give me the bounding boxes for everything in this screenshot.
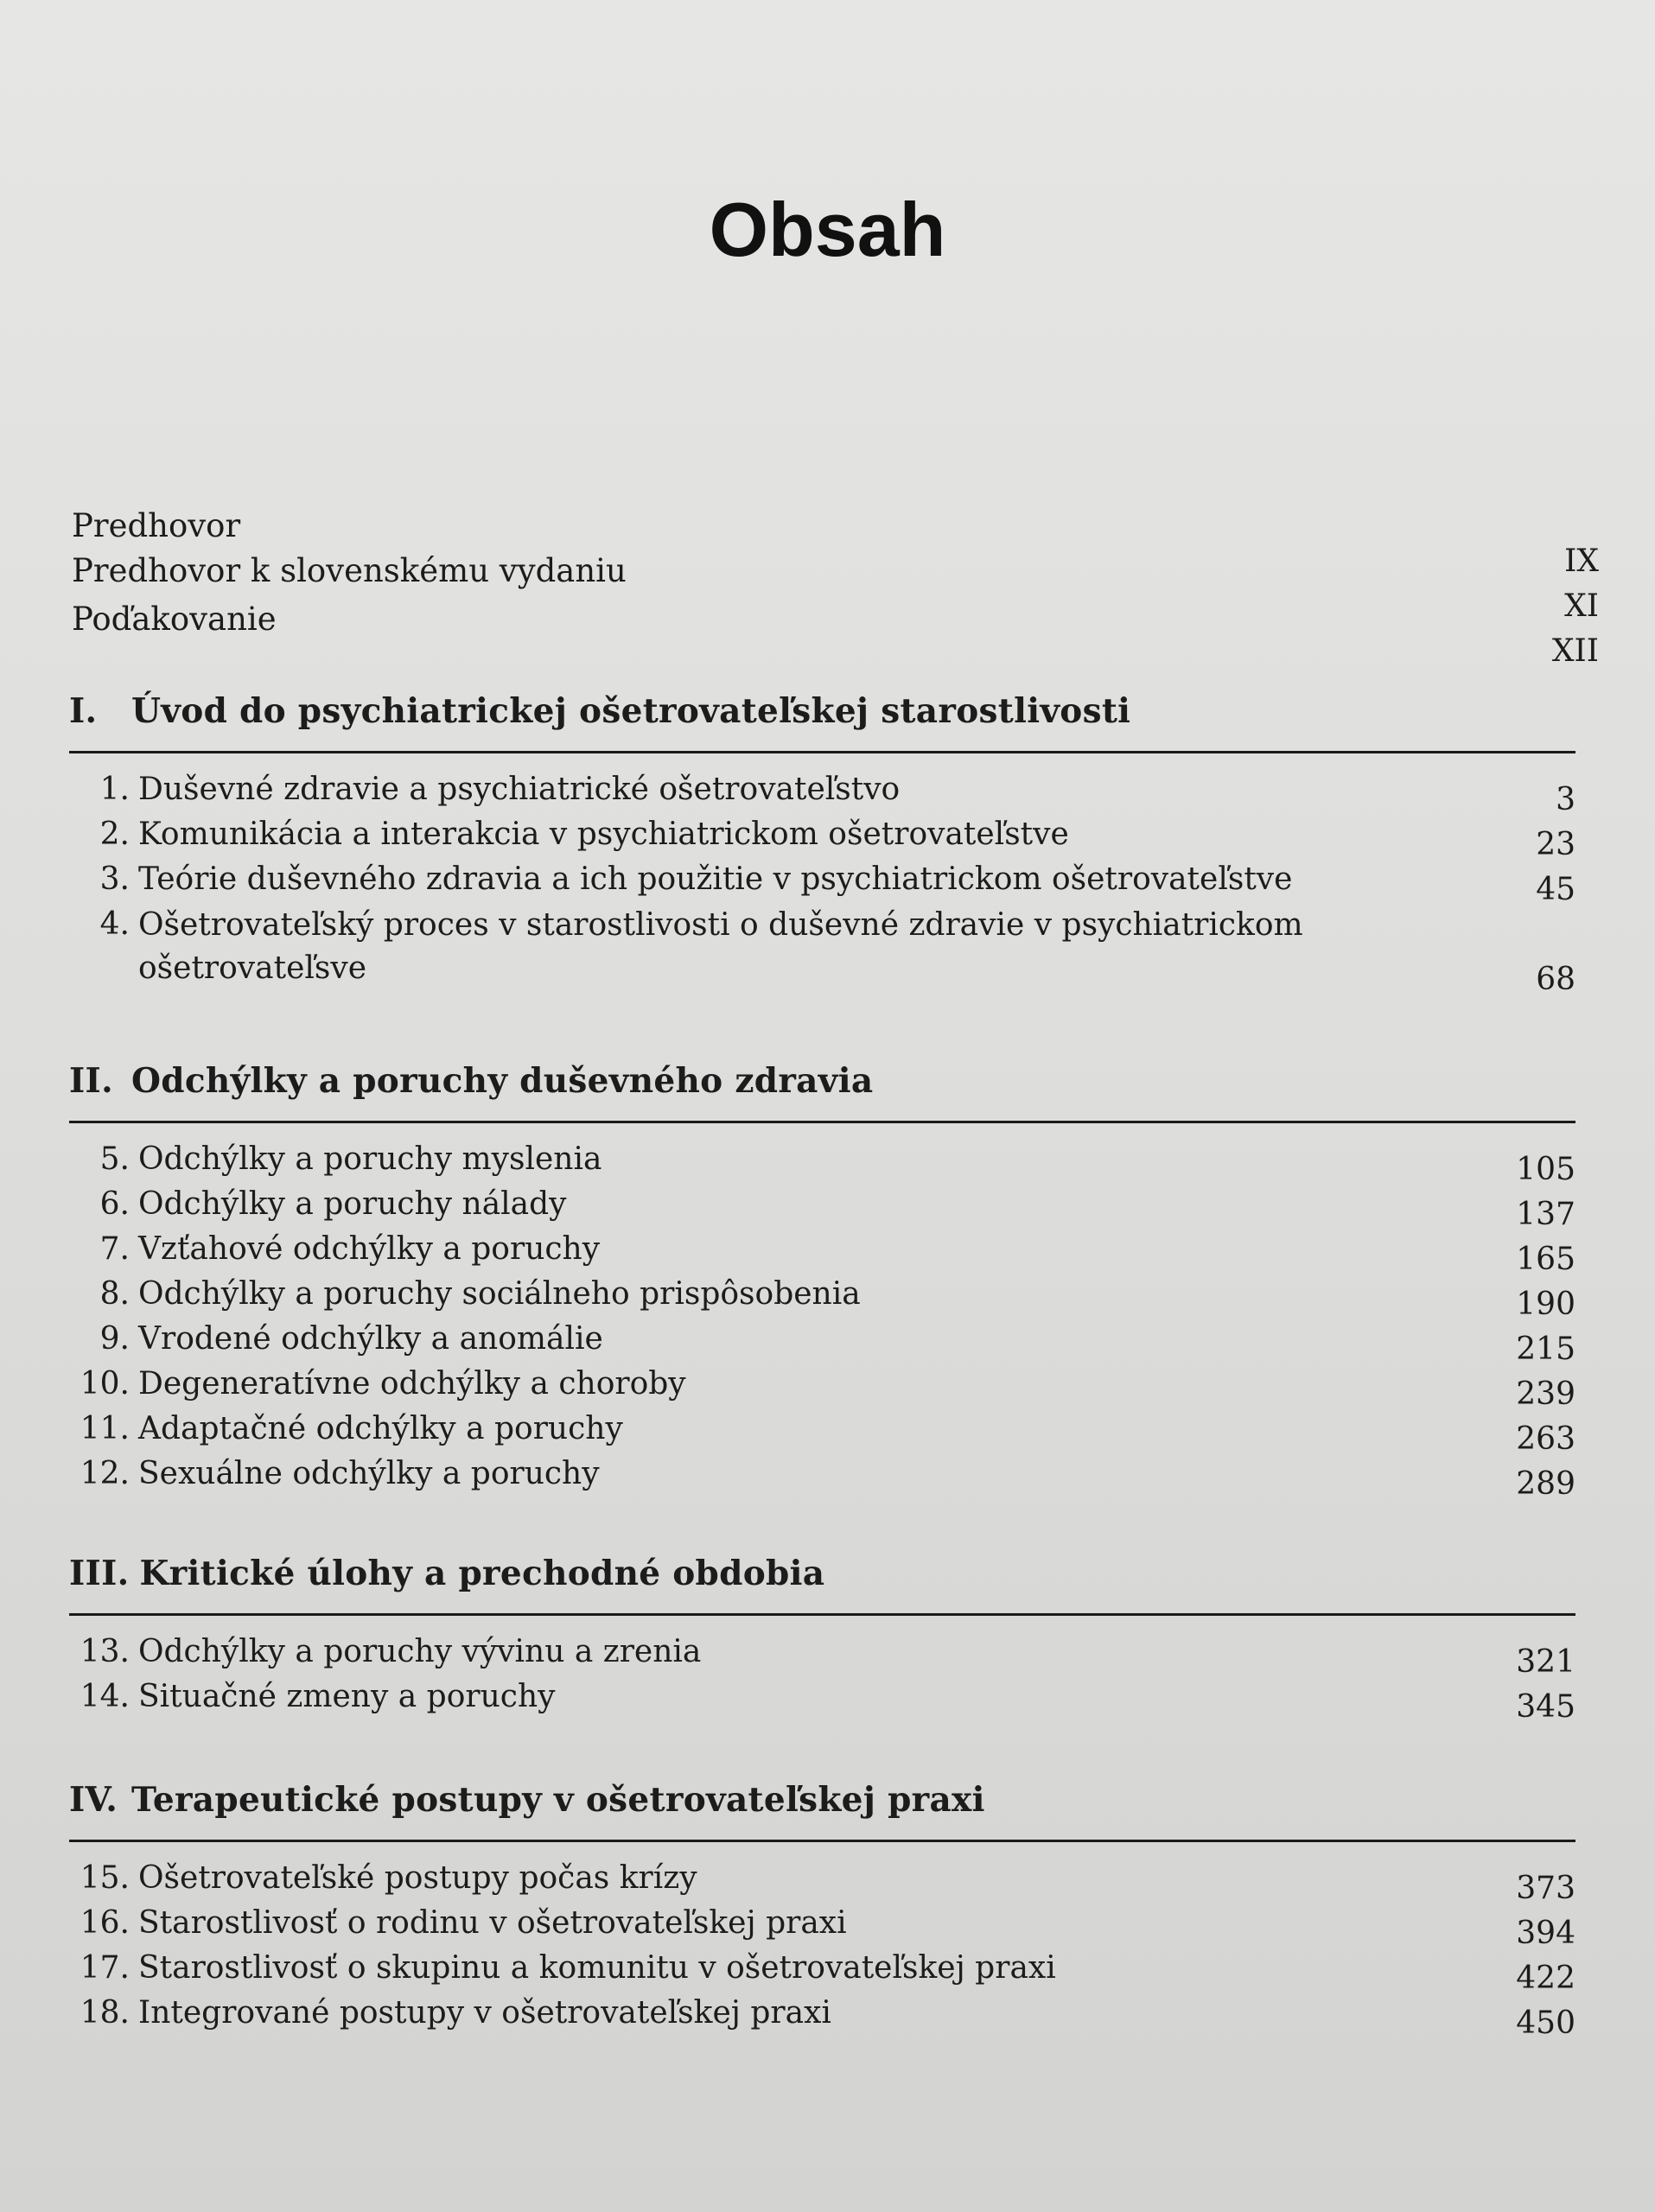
chapter-page: 68 <box>1536 962 1575 997</box>
chapter-page: 321 <box>1516 1644 1575 1680</box>
chapter-page: 239 <box>1516 1376 1575 1412</box>
chapter-number: 2. <box>99 817 130 852</box>
part-title: Terapeutické postupy v ošetrovateľskej praxi <box>131 1780 985 1820</box>
section-divider <box>69 1840 1575 1842</box>
chapter-entry <box>69 861 1575 909</box>
chapter-title: Sexuálne odchýlky a poruchy <box>138 1456 600 1491</box>
chapter-number: 7. <box>99 1231 130 1267</box>
chapter-page: 190 <box>1516 1287 1575 1322</box>
page-title: Obsah <box>709 187 946 272</box>
front-matter-label: Predhovor k slovenskému vydaniu <box>72 552 627 589</box>
chapter-title: Starostlivosť o rodinu v ošetrovateľskej praxi <box>138 1905 847 1941</box>
part-title: Úvod do psychiatrickej ošetrovateľskej starostlivosti <box>131 691 1131 731</box>
chapter-number: 18. <box>80 1995 130 2031</box>
part-heading <box>69 1554 1575 1593</box>
chapter-number: 15. <box>80 1860 130 1896</box>
chapter-list <box>69 1634 1575 1726</box>
chapter-number: 8. <box>99 1276 130 1312</box>
chapter-page: 422 <box>1516 1961 1575 1996</box>
chapter-title: Duševné zdravie a psychiatrické ošetrovateľstvo <box>138 772 901 807</box>
chapter-number: 14. <box>80 1679 130 1714</box>
part-title: Kritické úlohy a prechodné obdobia <box>139 1554 825 1593</box>
part-numeral: II. <box>69 1061 113 1101</box>
chapter-title: Teórie duševného zdravia a ich použitie v psychiatrickom ošetrovateľstve <box>138 861 1293 897</box>
chapter-title: Adaptačné odchýlky a poruchy <box>138 1411 623 1446</box>
chapter-page: 373 <box>1516 1871 1575 1906</box>
chapter-entry <box>69 1276 1575 1324</box>
chapter-number: 4. <box>99 906 130 942</box>
section-divider <box>69 1121 1575 1123</box>
part-numeral: IV. <box>69 1780 118 1820</box>
chapter-number: 13. <box>80 1634 130 1669</box>
chapter-page: 263 <box>1516 1421 1575 1457</box>
chapter-number: 5. <box>99 1141 130 1177</box>
chapter-entry <box>69 1456 1575 1503</box>
chapter-entry <box>69 774 1575 819</box>
chapter-number: 9. <box>99 1321 130 1357</box>
chapter-page: 450 <box>1516 2005 1575 2041</box>
chapter-entry <box>69 1634 1575 1681</box>
chapter-page: 394 <box>1516 1916 1575 1951</box>
chapter-page: 105 <box>1516 1152 1575 1187</box>
section-divider <box>69 751 1575 753</box>
chapter-number: 17. <box>80 1950 130 1986</box>
part-section <box>69 1780 1575 2043</box>
chapter-entry <box>69 1321 1575 1369</box>
chapter-entry <box>69 1366 1575 1414</box>
chapter-entry <box>69 1411 1575 1459</box>
chapter-entry <box>69 1995 1575 2043</box>
part-section <box>69 1061 1575 1503</box>
chapter-page: 165 <box>1516 1242 1575 1277</box>
chapter-title: Starostlivosť o skupinu a komunitu v ošetrovateľskej praxi <box>138 1950 1056 1986</box>
chapter-title: Odchýlky a poruchy sociálneho prispôsobenia <box>138 1276 861 1312</box>
chapter-number: 6. <box>99 1186 130 1222</box>
chapter-title: Degeneratívne odchýlky a choroby <box>138 1366 686 1402</box>
chapter-title: Vzťahové odchýlky a poruchy <box>138 1231 601 1267</box>
chapter-entry <box>69 1186 1575 1234</box>
chapter-entry <box>69 819 1575 864</box>
section-divider <box>69 1613 1575 1616</box>
chapter-page: 23 <box>1536 827 1575 862</box>
chapter-entry <box>69 1860 1575 1908</box>
part-numeral: III. <box>69 1554 130 1593</box>
chapter-number: 11. <box>80 1411 130 1446</box>
chapter-entry <box>69 1231 1575 1279</box>
chapter-entry <box>69 1141 1575 1189</box>
chapter-title: Komunikácia a interakcia v psychiatrickom ošetrovateľstve <box>138 817 1069 852</box>
chapter-entry <box>69 1950 1575 1998</box>
chapter-number: 3. <box>99 861 130 897</box>
chapter-number: 1. <box>99 772 130 807</box>
chapter-page: 345 <box>1516 1689 1575 1725</box>
part-title: Odchýlky a poruchy duševného zdravia <box>131 1061 874 1101</box>
chapter-title: Vrodené odchýlky a anomálie <box>138 1321 603 1357</box>
chapter-list <box>69 1860 1575 2043</box>
chapter-list <box>69 1141 1575 1503</box>
chapter-entry <box>69 1905 1575 1953</box>
chapter-number: 10. <box>80 1366 130 1402</box>
chapter-title: Ošetrovateľský proces v starostlivosti o duševné zdravie v psychiatrickom ošetrovateľsve <box>138 907 1303 986</box>
front-matter-page: XII <box>1551 633 1599 669</box>
chapter-title: Ošetrovateľské postupy počas krízy <box>138 1860 697 1896</box>
chapter-list <box>69 774 1575 999</box>
part-section <box>69 1554 1575 1726</box>
chapter-title: Situačné zmeny a poruchy <box>138 1679 556 1714</box>
chapter-entry <box>69 906 1575 999</box>
part-heading <box>69 1780 1575 1820</box>
front-matter-label: Poďakovanie <box>72 601 277 638</box>
chapter-title: Integrované postupy v ošetrovateľskej praxi <box>138 1995 831 2031</box>
chapter-title: Odchýlky a poruchy nálady <box>138 1186 567 1222</box>
chapter-page: 137 <box>1516 1197 1575 1232</box>
chapter-page: 215 <box>1516 1332 1575 1367</box>
chapter-page: 45 <box>1536 872 1575 907</box>
chapter-title: Odchýlky a poruchy myslenia <box>138 1141 602 1177</box>
chapter-title: Odchýlky a poruchy vývinu a zrenia <box>138 1634 702 1669</box>
front-matter-label: Predhovor <box>72 507 241 544</box>
part-section <box>69 691 1575 999</box>
chapter-number: 12. <box>80 1456 130 1491</box>
chapter-page: 289 <box>1516 1466 1575 1502</box>
part-numeral: I. <box>69 691 98 731</box>
chapter-number: 16. <box>80 1905 130 1941</box>
front-matter-page: XI <box>1564 588 1599 624</box>
chapter-page: 3 <box>1556 782 1575 817</box>
front-matter-page: IX <box>1564 543 1599 579</box>
part-heading <box>69 691 1575 731</box>
chapter-entry <box>69 1681 1575 1726</box>
part-heading <box>69 1061 1575 1101</box>
